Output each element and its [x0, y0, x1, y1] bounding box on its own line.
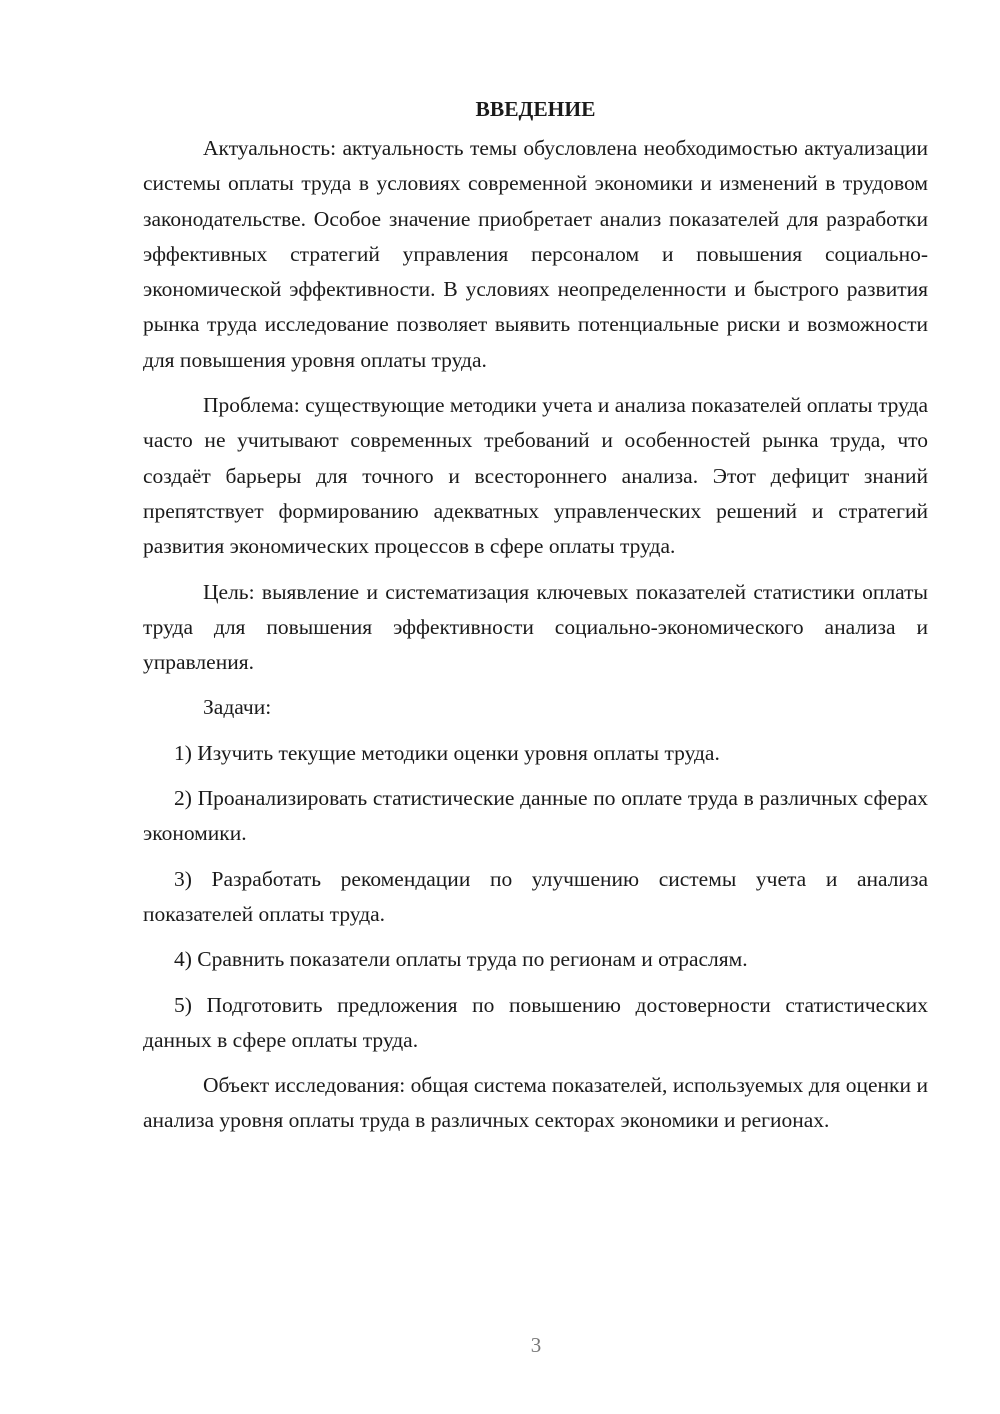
task-item: 3) Разработать рекомендации по улучшению системы учета и анализа показателей оплаты труда.	[143, 866, 928, 926]
document-page	[143, 92, 928, 1149]
tasks-label: Задачи:	[203, 695, 272, 720]
task-item: 1) Изучить текущие методики оценки уровня оплаты труда.	[174, 740, 720, 765]
goal-paragraph: Цель: выявление и систематизация ключевых показателей статистики оплаты труда для повышения эффективности социально-экономического анализа и управления.	[143, 579, 928, 675]
task-item: 2) Проанализировать статистические данные по оплате труда в различных сферах экономики.	[143, 786, 928, 846]
object-paragraph: Объект исследования: общая система показателей, используемых для оценки и анализа уровня оплаты труда в различных секторах экономики и регионах.	[143, 1073, 928, 1133]
task-item: 5) Подготовить предложения по повышению достоверности статистических данных в сфере оплаты труда.	[143, 992, 928, 1052]
relevance-paragraph: Актуальность: актуальность темы обусловлена необходимостью актуализации системы оплаты труда в условиях современной экономики и изменений в трудовом законодательстве. Особое значение приобретает анализ показателей для разработки эффективных стратегий управления персоналом и повышения социально-экономической эффективности. В условиях неопределенности и быстрого развития рынка труда исследование позволяет выявить потенциальные риски и возможности для повышения уровня оплаты труда.	[143, 136, 928, 372]
problem-paragraph: Проблема: существующие методики учета и анализа показателей оплаты труда часто не учитывают современных требований и особенностей рынка труда, что создаёт барьеры для точного и всестороннего анализа. Этот дефицит знаний препятствует формированию адекватных управленческих решений и стратегий развития экономических процессов в сфере оплаты труда.	[143, 393, 928, 559]
section-heading: ВВЕДЕНИЕ	[475, 97, 596, 121]
task-item: 4) Сравнить показатели оплаты труда по регионам и отраслям.	[174, 947, 748, 972]
page-number: 3	[530, 1333, 542, 1357]
